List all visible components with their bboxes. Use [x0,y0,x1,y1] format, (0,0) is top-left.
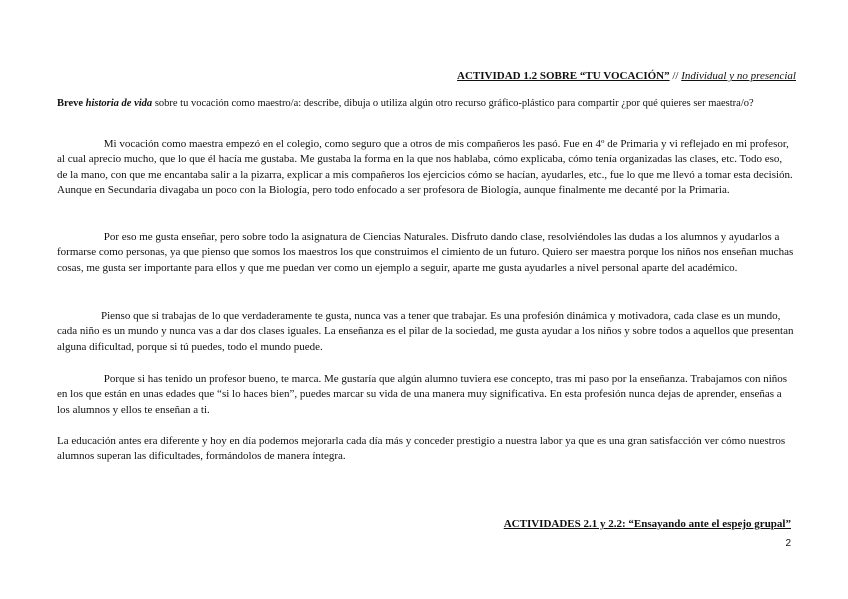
prompt-lead: Breve [57,98,84,109]
page-number: 2 [785,538,791,549]
paragraph-3 [57,309,795,355]
paragraph-4 [57,372,795,418]
activity-subtitle: Individual y no presencial [681,70,796,82]
paragraph-5 [57,434,795,465]
paragraph-4-text: Porque si has tenido un profesor bueno, te marca. Me gustaría que algún alumno tuviera ese concepto, tras mi paso por la enseñanza. Trabajamos con niños en los que están en unas edades que “si lo haces bien”, puedes marcar su vida de una manera muy significativa. En esta profesión nunca dejas de aprender, enseñas a los alumnos y ellos te enseñan a ti. [57,373,788,416]
paragraph-2 [57,230,795,276]
paragraph-1-text: Mi vocación como maestra empezó en el colegio, como seguro que a otros de mis compañeros les pasó. Fue en 4º de Primaria y vi reflejado en mi profesor, al cual aprecio mucho, que lo que él hacía me gustaba. Me gustaba la forma en la que nos hablaba, cómo explicaba, cómo tenía organizadas las clases, etc. Todo eso, de la mano, con que me encantaba salir a la pizarra, explicar a mis compañeros los ejercicios cómo se hacían, ayudarles, etc., fue lo que me llevó a tomar esta decisión. Aunque en Secundaria divagaba un poco con la Biología, pero todo enfocado a ser profesora de Biología, aunque finalmente me decanté por la Primaria. [57,138,793,197]
activity-title: ACTIVIDAD 1.2 SOBRE “TU VOCACIÓN” [457,70,670,82]
paragraph-5-text: La educación antes era diferente y hoy en día podemos mejorarla cada día más y conceder prestigio a nuestra labor ya que es una gran satisfacción ver cómo nuestros alumnos superan las dificultades, formándolos de manera íntegra. [57,435,786,463]
prompt-text: sobre tu vocación como maestro/a: describe, dibuja o utiliza algún otro recurso gráfico-plástico para compartir ¿por qué quieres ser maestra/o? [152,98,754,109]
activity-prompt [57,97,792,110]
activity-header [457,70,796,82]
paragraph-3-text: Pienso que si trabajas de lo que verdaderamente te gusta, nunca vas a tener que trabajar. Es una profesión dinámica y motivadora, cada clase es un mundo, cada niño es un mundo y nunca vas a dar dos clases iguales. La enseñanza es el pilar de la sociedad, me gusta ayudar a los niños y sobre todos a aquellos que presentan alguna dificultad, porque si tú puedes, todo el mundo puede. [57,310,794,353]
header-separator: // [669,70,682,82]
next-activity-title: ACTIVIDADES 2.1 y 2.2: “Ensayando ante el espejo grupal” [503,518,791,530]
paragraph-1 [57,137,795,199]
paragraph-2-text: Por eso me gusta enseñar, pero sobre todo la asignatura de Ciencias Naturales. Disfruto dando clase, resolviéndoles las dudas a los alumnos y ayudarlos a formarse como personas, ya que pienso que somos los maestros los que construimos el cimiento de un futuro. Quiero ser maestra porque los niños nos enseñan muchas cosas, me gusta ser importante para ellos y que me puedan ver como un ejemplo a seguir, aparte me gusta ayudarles a nivel personal aparte del académico. [57,231,794,274]
prompt-emphasis: historia de vida [85,98,153,109]
